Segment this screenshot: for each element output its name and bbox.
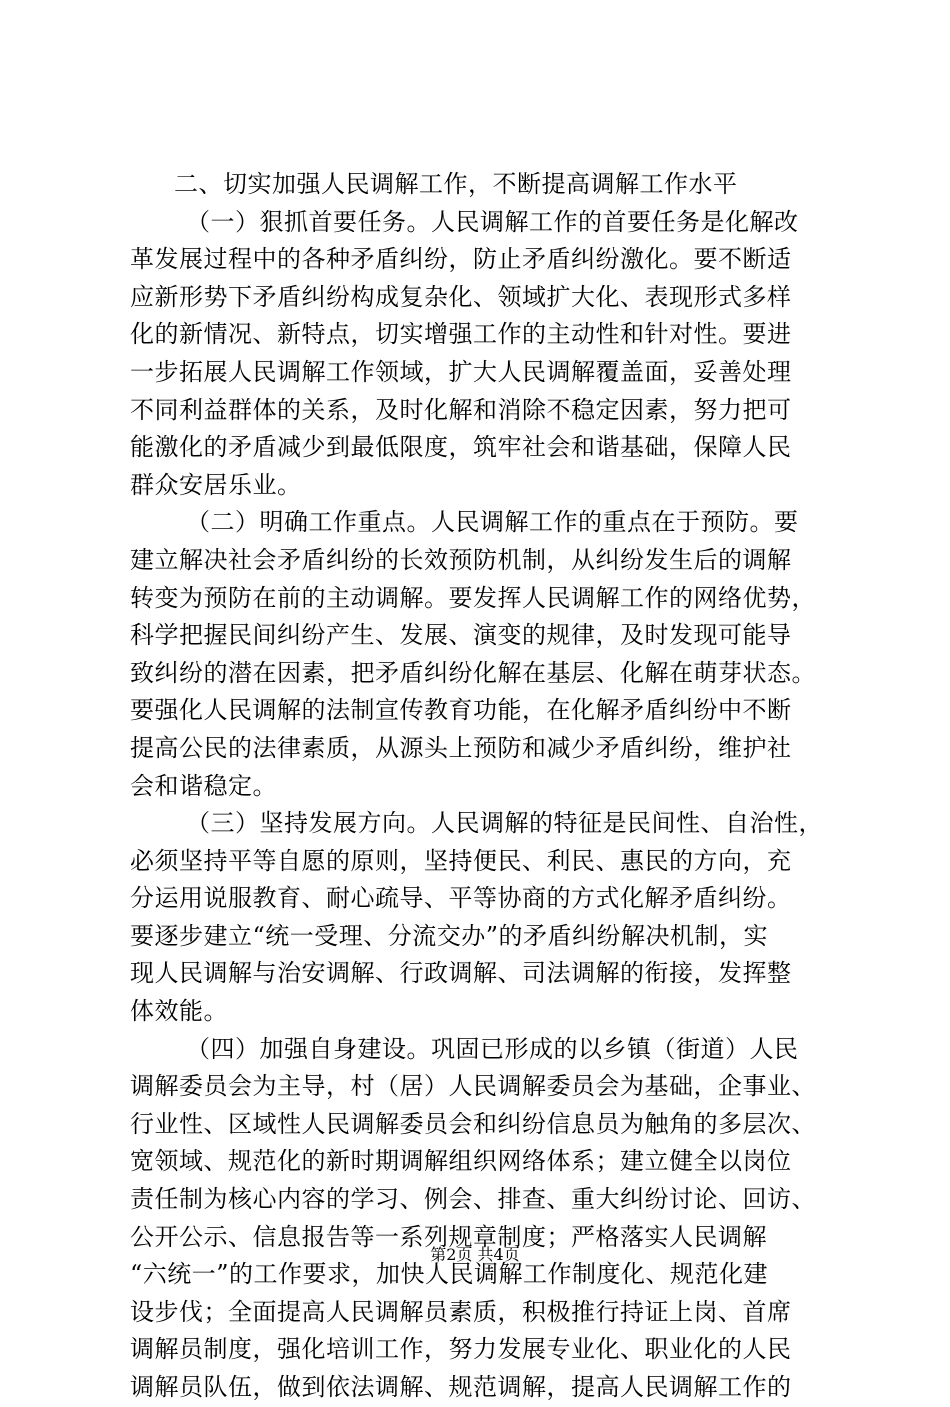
paragraph-line: 革发展过程中的各种矛盾纠纷，防止矛盾纠纷激化。要不断适 (130, 245, 792, 274)
paragraph-line: 提高公民的法律素质，从源头上预防和减少矛盾纠纷，维护社 (130, 733, 792, 762)
paragraph-line: 致纠纷的潜在因素，把矛盾纠纷化解在基层、化解在萌芽状态。 (130, 658, 816, 687)
paragraph-line: （一）狠抓首要任务。人民调解工作的首要任务是化解改 (186, 207, 799, 236)
paragraph-line: 现人民调解与治安调解、行政调解、司法调解的衔接，发挥整 (130, 959, 792, 988)
paragraph-line: 科学把握民间纠纷产生、发展、演变的规律，及时发现可能导 (130, 621, 792, 650)
paragraph-line: 必须坚持平等自愿的原则，坚持便民、利民、惠民的方向，充 (130, 846, 792, 875)
paragraph-line: 群众安居乐业。 (130, 470, 302, 499)
paragraph-line: “六统一”的工作要求，加快人民调解工作制度化、规范化建 (130, 1260, 769, 1289)
paragraph-line: 建立解决社会矛盾纠纷的长效预防机制，从纠纷发生后的调解 (130, 545, 792, 574)
paragraph-line: 能激化的矛盾减少到最低限度，筑牢社会和谐基础，保障人民 (130, 433, 792, 462)
paragraph-line: 要逐步建立“统一受理、分流交办”的矛盾纠纷解决机制，实 (130, 921, 769, 950)
paragraph-line: 行业性、区域性人民调解委员会和纠纷信息员为触角的多层次、 (130, 1109, 816, 1138)
paragraph-line: 应新形势下矛盾纠纷构成复杂化、领域扩大化、表现形式多样 (130, 282, 792, 311)
page-number-footer: 第2页 共4页 (430, 1245, 520, 1264)
paragraph-line: 化的新情况、新特点，切实增强工作的主动性和针对性。要进 (130, 320, 792, 349)
paragraph-line: 调解员队伍，做到依法调解、规范调解，提高人民调解工作的 (130, 1373, 792, 1401)
paragraph-line: 会和谐稳定。 (130, 771, 277, 800)
paragraph-line: 调解员制度，强化培训工作，努力发展专业化、职业化的人民 (130, 1335, 792, 1364)
paragraph-line: 公开公示、信息报告等一系列规章制度；严格落实人民调解 (130, 1222, 767, 1251)
paragraph-line: 设步伐；全面提高人民调解员素质，积极推行持证上岗、首席 (130, 1297, 792, 1326)
paragraph-line: 一步拓展人民调解工作领域，扩大人民调解覆盖面，妥善处理 (130, 357, 792, 386)
paragraph-line: （二）明确工作重点。人民调解工作的重点在于预防。要 (186, 508, 799, 537)
paragraph-line: 分运用说服教育、耐心疏导、平等协商的方式化解矛盾纠纷。 (130, 884, 792, 913)
paragraph-line: （三）坚持发展方向。人民调解的特征是民间性、自治性， (186, 809, 823, 838)
paragraph-line: 不同利益群体的关系，及时化解和消除不稳定因素，努力把可 (130, 395, 792, 424)
document-body (130, 166, 830, 1407)
paragraph-line: 要强化人民调解的法制宣传教育功能，在化解矛盾纠纷中不断 (130, 696, 792, 725)
section-heading: 二、切实加强人民调解工作，不断提高调解工作水平 (174, 170, 738, 198)
paragraph-line: （四）加强自身建设。巩固已形成的以乡镇（街道）人民 (186, 1034, 799, 1063)
paragraph-line: 责任制为核心内容的学习、例会、排查、重大纠纷讨论、回访、 (130, 1185, 816, 1214)
paragraph-line: 宽领域、规范化的新时期调解组织网络体系；建立健全以岗位 (130, 1147, 792, 1176)
paragraph-line: 转变为预防在前的主动调解。要发挥人民调解工作的网络优势， (130, 583, 816, 612)
paragraph-line: 体效能。 (130, 997, 228, 1026)
paragraph-line: 调解委员会为主导，村（居）人民调解委员会为基础，企事业、 (130, 1072, 816, 1101)
